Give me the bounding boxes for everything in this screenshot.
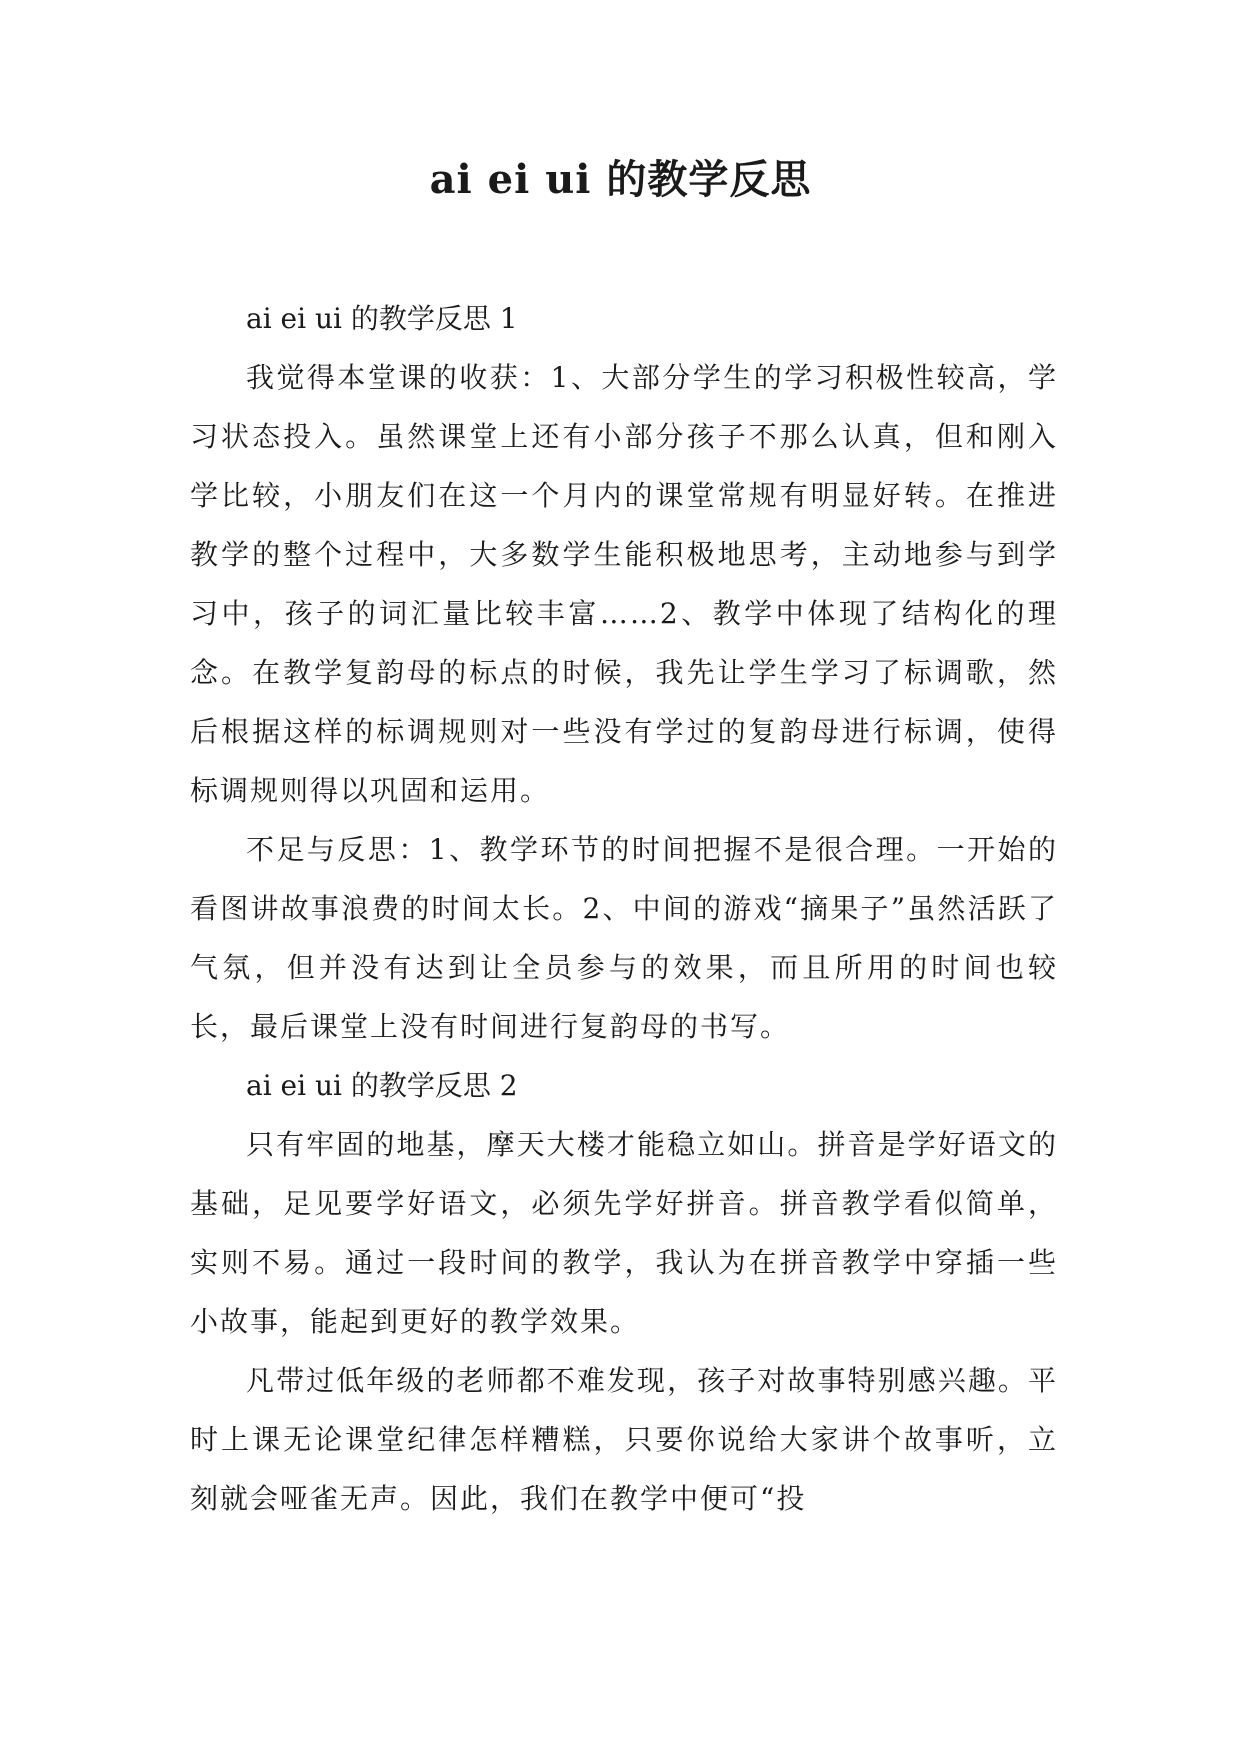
document-title: ai ei ui 的教学反思 <box>429 156 812 203</box>
paragraph: 凡带过低年级的老师都不难发现，孩子对故事特别感兴趣。平时上课无论课堂纪律怎样糟糕，只要你说给大家讲个故事听，立刻就会哑雀无声。因此，我们在教学中便可“投 <box>190 1364 1058 1515</box>
section-heading-1: ai ei ui 的教学反思 1 <box>246 302 518 335</box>
paragraph: 不足与反思：1、教学环节的时间把握不是很合理。一开始的看图讲故事浪费的时间太长。2、中间的游戏“摘果子”虽然活跃了气氛，但并没有达到让全员参与的效果，而且所用的时间也较长，最后课堂上没有时间进行复韵母的书写。 <box>190 833 1058 1043</box>
paragraph: 我觉得本堂课的收获：1、大部分学生的学习积极性较高，学习状态投入。虽然课堂上还有小部分孩子不那么认真，但和刚入学比较，小朋友们在这一个月内的课堂常规有明显好转。在推进教学的整个过程中，大多数学生能积极地思考，主动地参与到学习中，孩子的词汇量比较丰富……2、教学中体现了结构化的理念。在教学复韵母的标点的时候，我先让学生学习了标调歌，然后根据这样的标调规则对一些没有学过的复韵母进行标调，使得标调规则得以巩固和运用。 <box>190 361 1058 807</box>
document-body <box>190 289 1058 1528</box>
section-heading-2: ai ei ui 的教学反思 2 <box>246 1069 518 1102</box>
paragraph: 只有牢固的地基，摩天大楼才能稳立如山。拼音是学好语文的基础，足见要学好语文，必须先学好拼音。拼音教学看似简单，实则不易。通过一段时间的教学，我认为在拼音教学中穿插一些小故事，能起到更好的教学效果。 <box>190 1128 1058 1338</box>
